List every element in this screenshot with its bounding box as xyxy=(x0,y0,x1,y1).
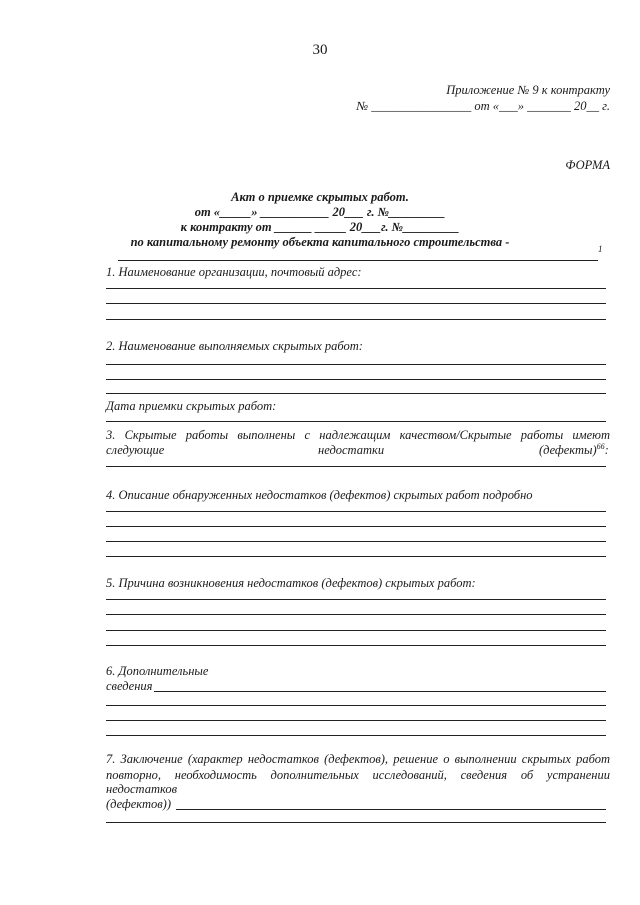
section-3-word-2: недостатки xyxy=(318,443,385,457)
section-7-line-3: недостатков xyxy=(106,782,178,796)
section-1-line[interactable] xyxy=(106,319,606,320)
section-3-colon: : xyxy=(604,443,609,457)
acceptance-date-line[interactable] xyxy=(106,421,606,422)
section-3-word-1: следующие xyxy=(106,443,165,457)
section-3-defects-word: (дефекты) xyxy=(539,443,597,457)
section-5-line[interactable] xyxy=(106,614,606,615)
section-3-word-3 xyxy=(539,443,609,458)
section-6-label: сведения xyxy=(106,679,153,693)
form-label: ФОРМА xyxy=(565,158,610,172)
section-6-line[interactable] xyxy=(106,735,606,736)
page-number: 30 xyxy=(312,42,328,58)
footnote-mark: 1 xyxy=(598,244,603,254)
section-5-line[interactable] xyxy=(106,645,606,646)
section-4-line[interactable] xyxy=(106,526,606,527)
contract-reference: к контракту от ______ _____ 20___г. №_________ xyxy=(180,220,460,234)
section-7-line[interactable] xyxy=(106,822,606,823)
object-name-line[interactable] xyxy=(118,260,598,261)
section-4-line[interactable] xyxy=(106,511,606,512)
section-2-line[interactable] xyxy=(106,393,606,394)
section-3-footnote-mark: 66 xyxy=(596,441,605,451)
section-1-heading: 1. Наименование организации, почтовый адрес: xyxy=(106,265,362,279)
section-3-heading: 3. Скрытые работы выполнены с надлежащим качеством/Скрытые работы имеют xyxy=(106,428,610,442)
section-7-heading: 7. Заключение (характер недостатков (дефектов), решение о выполнении скрытых работ xyxy=(106,752,610,766)
section-2-line[interactable] xyxy=(106,364,606,365)
section-7-line[interactable] xyxy=(176,809,606,810)
section-1-line[interactable] xyxy=(106,303,606,304)
section-3-line[interactable] xyxy=(106,466,606,467)
section-5-line[interactable] xyxy=(106,630,606,631)
object-description: по капитальному ремонту объекта капитального строительства - xyxy=(130,235,510,249)
section-5-line[interactable] xyxy=(106,599,606,600)
section-6-line[interactable] xyxy=(154,691,606,692)
section-7-line-4: (дефектов)) xyxy=(106,797,172,811)
section-4-line[interactable] xyxy=(106,556,606,557)
section-6-line[interactable] xyxy=(106,705,606,706)
act-date-number: от «_____» ___________ 20___ г. №_________ xyxy=(194,205,446,219)
act-title: Акт о приемке скрытых работ. xyxy=(231,190,409,204)
appendix-line-2: № ________________ от «___» _______ 20__ г. xyxy=(356,99,610,113)
section-7-line-2: повторно, необходимость дополнительных исследований, сведения об устранении xyxy=(106,768,610,782)
section-5-heading: 5. Причина возникновения недостатков (дефектов) скрытых работ: xyxy=(106,576,476,590)
section-4-heading: 4. Описание обнаруженных недостатков (дефектов) скрытых работ подробно xyxy=(106,488,533,502)
section-1-line[interactable] xyxy=(106,288,606,289)
acceptance-date-label: Дата приемки скрытых работ: xyxy=(106,399,277,413)
section-4-line[interactable] xyxy=(106,541,606,542)
appendix-line-1: Приложение № 9 к контракту xyxy=(446,83,610,97)
section-2-line[interactable] xyxy=(106,379,606,380)
section-6-heading: 6. Дополнительные xyxy=(106,664,209,678)
section-6-line[interactable] xyxy=(106,720,606,721)
section-2-heading: 2. Наименование выполняемых скрытых работ: xyxy=(106,339,363,353)
